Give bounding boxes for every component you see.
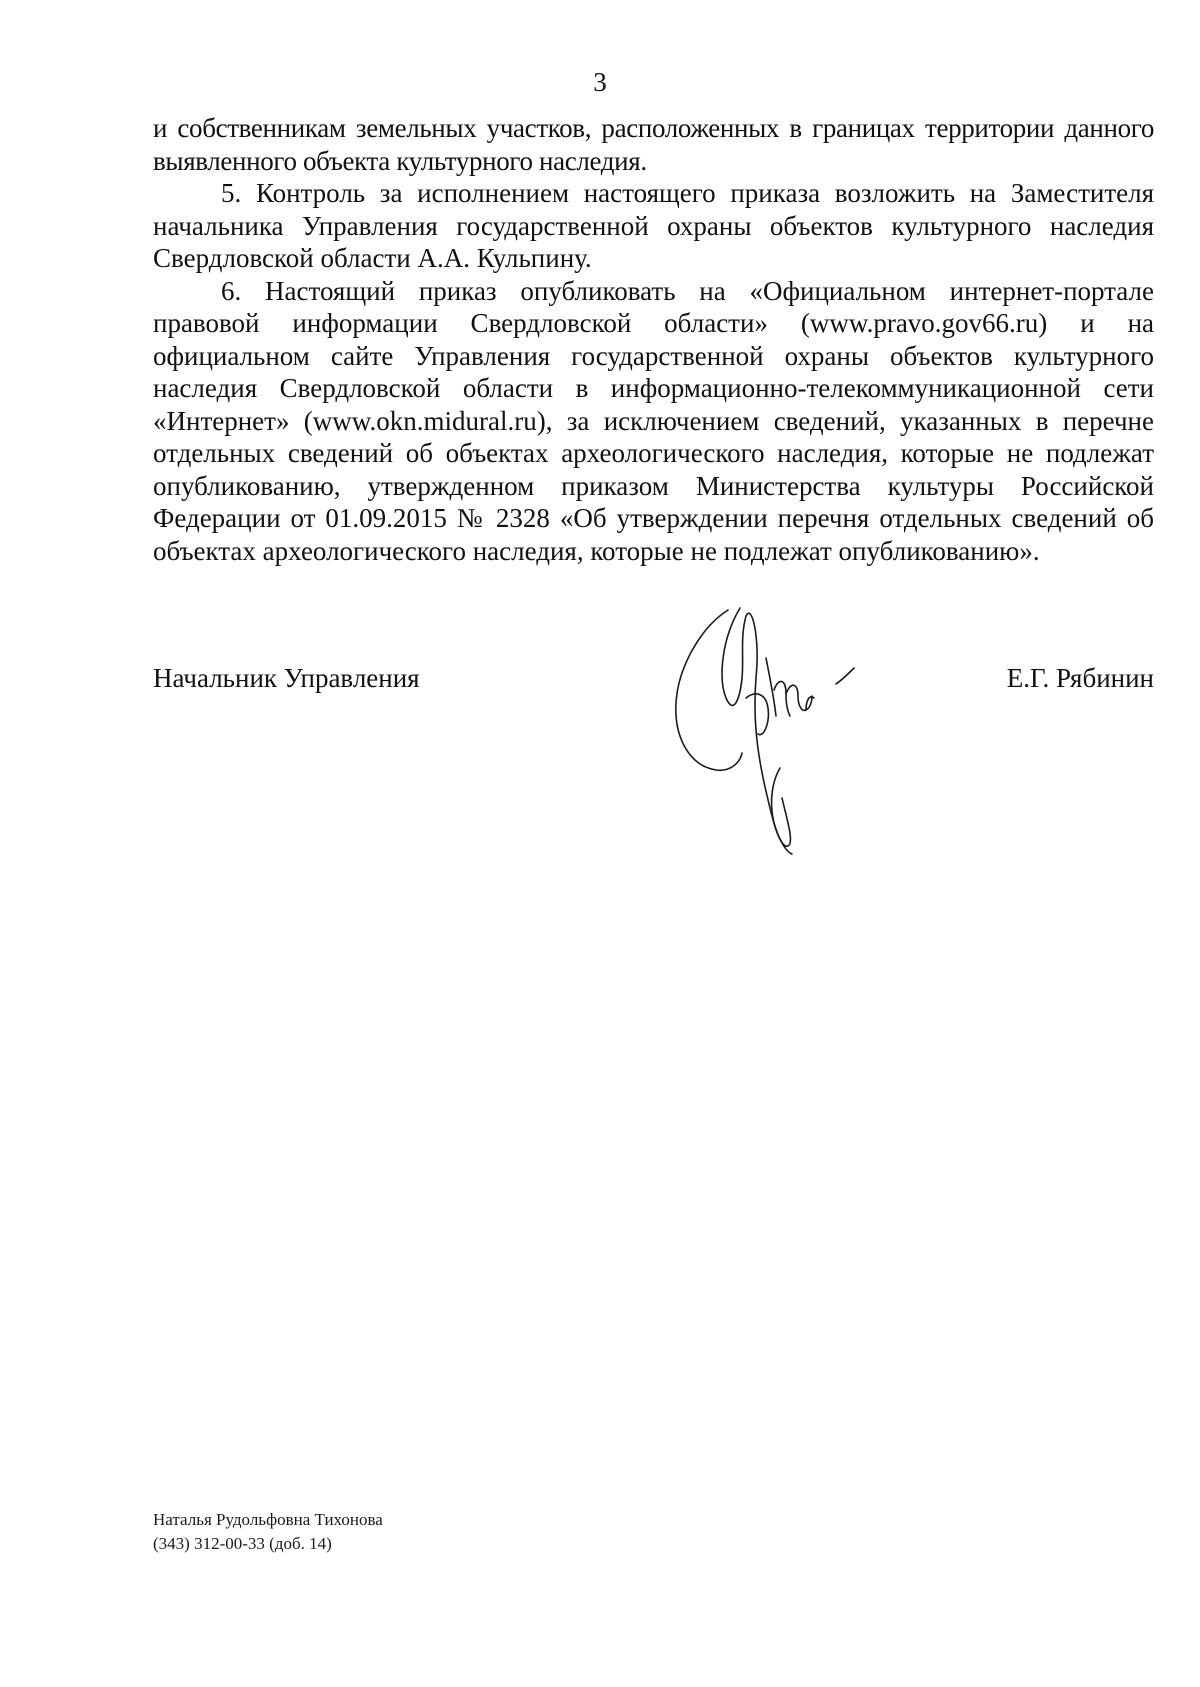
- executor-phone: (343) 312-00-33 (доб. 14): [153, 1534, 332, 1553]
- signatory-name: Е.Г. Рябинин: [1006, 663, 1154, 693]
- signatory-title: Начальник Управления: [153, 663, 420, 693]
- paragraph-continuation: и собственникам земельных участков, расположенных в границах территории данного выявленного объекта культурного наследия.: [153, 113, 1154, 176]
- page-number: 3: [593, 67, 607, 97]
- document-body: [153, 112, 1154, 567]
- paragraph-5: 5. Контроль за исполнением настоящего приказа возложить на Заместителя начальника Управления государственной охраны объектов культурного наследия Свердловской области А.А. Кульпину.: [153, 178, 1154, 273]
- executor-name: Наталья Рудольфовна Тихонова: [153, 1510, 383, 1529]
- paragraph-6: 6. Настоящий приказ опубликовать на «Официальном интернет-портале правовой информации Свердловской области» (www.pravo.gov66.ru) и на официальном сайте Управления государственной охраны объектов культурного наследия Свердловской области в информационно-телекоммуникационной сети «Интернет» (www.okn.midural.ru), за исключением сведений, указанных в перечне отдельных сведений об объектах археологического наследия, которые не подлежат опубликованию, утвержденном приказом Министерства культуры Российской Федерации от 01.09.2015 № 2328 «Об утверждении перечня отдельных сведений об объектах археологического наследия, которые не подлежат опубликованию».: [153, 275, 1154, 566]
- executor-info: [153, 1508, 383, 1556]
- handwritten-signature: [670, 598, 900, 858]
